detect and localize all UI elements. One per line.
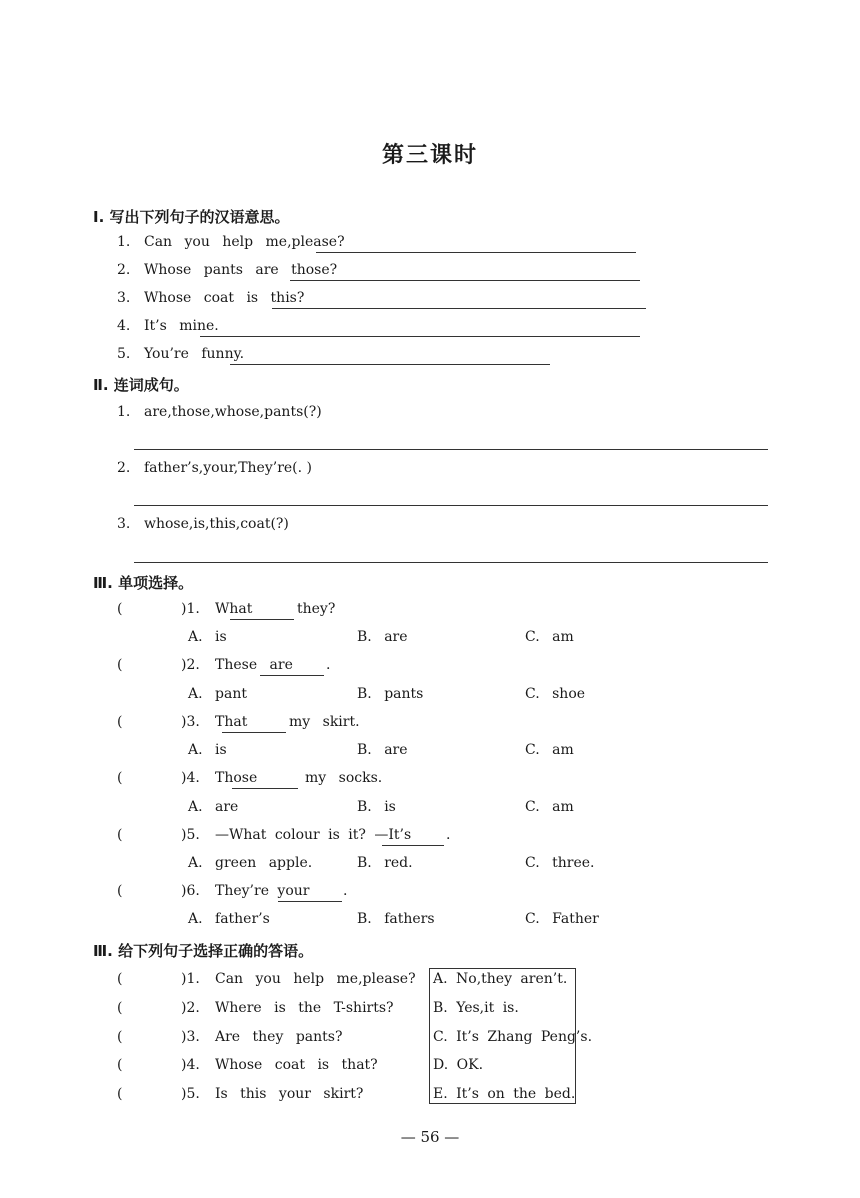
s3-q4-option-a: A. are: [188, 799, 239, 815]
answer-option-e: E. It’s on the bed.: [433, 1086, 576, 1102]
s3-q6-option-a: A. father’s: [188, 911, 270, 927]
s3-q3-option-c: C. am: [525, 742, 574, 758]
s3-q5-stem-a: —What colour is it? —It’s: [215, 827, 412, 843]
s3-q6-option-b: B. fathers: [357, 911, 435, 927]
s3-q1-option-c: C. am: [525, 629, 574, 645]
s4-q5-paren-open: (: [117, 1086, 123, 1102]
s3-q3-stem-a: That: [215, 714, 248, 730]
section-2-heading: Ⅱ. 连词成句。: [93, 376, 189, 394]
s4-q3-text: Are they pants?: [215, 1029, 343, 1045]
s4-q1-text: Can you help me,please?: [215, 971, 416, 987]
s3-q5-option-b: B. red.: [357, 855, 413, 871]
s2-item-2-answer-line[interactable]: [134, 505, 768, 506]
s1-item-4-text: It’s mine.: [144, 318, 219, 334]
s3-q3-num: )3.: [181, 714, 200, 730]
page-number: — 56 —: [400, 1128, 460, 1146]
s4-q1-paren-open: (: [117, 971, 123, 987]
section-4-heading: Ⅲ. 给下列句子选择正确的答语。: [93, 942, 314, 960]
s1-item-1-text: Can you help me,please?: [144, 234, 345, 250]
section-1-heading: Ⅰ. 写出下列句子的汉语意思。: [93, 208, 290, 226]
s3-q6-stem-b: .: [343, 883, 348, 899]
answer-option-c: C. It’s Zhang Peng’s.: [433, 1029, 593, 1045]
s1-item-5-text: You’re funny.: [144, 346, 245, 362]
s2-item-3-num: 3.: [117, 516, 131, 532]
s3-q1-blank[interactable]: [230, 619, 294, 620]
s4-q1-num: )1.: [181, 971, 200, 987]
s1-item-1-answer-line[interactable]: [316, 252, 636, 253]
s3-q3-option-b: B. are: [357, 742, 408, 758]
s4-q4-text: Whose coat is that?: [215, 1057, 378, 1073]
s3-q4-paren-open: (: [117, 770, 123, 786]
s3-q2-paren-open: (: [117, 657, 123, 673]
s1-item-1-num: 1.: [117, 234, 131, 250]
s2-item-1-text: are,those,whose,pants(?): [144, 404, 322, 420]
s3-q4-blank[interactable]: [232, 788, 298, 789]
s3-q5-paren-open: (: [117, 827, 123, 843]
s3-q2-stem-b: .: [326, 657, 331, 673]
answer-option-d: D. OK.: [433, 1057, 484, 1073]
s2-item-1-num: 1.: [117, 404, 131, 420]
s1-item-5-num: 5.: [117, 346, 131, 362]
s3-q4-option-b: B. is: [357, 799, 396, 815]
s4-q2-text: Where is the T-shirts?: [215, 1000, 394, 1016]
s3-q1-paren-open: (: [117, 601, 123, 617]
s1-item-2-num: 2.: [117, 262, 131, 278]
s1-item-4-answer-line[interactable]: [200, 336, 640, 337]
page-title: 第三课时: [381, 143, 478, 168]
s3-q2-num: )2.: [181, 657, 200, 673]
s1-item-4-num: 4.: [117, 318, 131, 334]
s3-q1-stem-a: What: [215, 601, 253, 617]
s3-q4-stem-a: Those: [215, 770, 258, 786]
s3-q1-option-a: A. is: [188, 629, 227, 645]
s4-q3-paren-open: (: [117, 1029, 123, 1045]
s3-q3-option-a: A. is: [188, 742, 227, 758]
s3-q3-stem-b: my skirt.: [289, 714, 360, 730]
s4-q4-paren-open: (: [117, 1057, 123, 1073]
s1-item-2-text: Whose pants are those?: [144, 262, 338, 278]
s3-q2-blank[interactable]: [260, 675, 324, 676]
s3-q3-blank[interactable]: [222, 732, 286, 733]
s3-q5-option-c: C. three.: [525, 855, 595, 871]
s1-item-3-answer-line[interactable]: [272, 308, 646, 309]
s1-item-2-answer-line[interactable]: [290, 280, 640, 281]
s4-q2-paren-open: (: [117, 1000, 123, 1016]
s3-q5-stem-b: .: [446, 827, 451, 843]
s2-item-1-answer-line[interactable]: [134, 449, 768, 450]
s4-q3-num: )3.: [181, 1029, 200, 1045]
s1-item-3-text: Whose coat is this?: [144, 290, 305, 306]
s3-q4-option-c: C. am: [525, 799, 574, 815]
s3-q6-blank[interactable]: [278, 901, 342, 902]
s3-q5-num: )5.: [181, 827, 200, 843]
answer-option-b: B. Yes,it is.: [433, 1000, 519, 1016]
s3-q3-paren-open: (: [117, 714, 123, 730]
s3-q2-stem-a: These are: [215, 657, 293, 673]
s2-item-2-num: 2.: [117, 460, 131, 476]
s4-q5-num: )5.: [181, 1086, 200, 1102]
s3-q1-option-b: B. are: [357, 629, 408, 645]
s3-q2-option-b: B. pants: [357, 686, 424, 702]
answer-option-a: A. No,they aren’t.: [433, 971, 568, 987]
s4-q5-text: Is this your skirt?: [215, 1086, 364, 1102]
s2-item-2-text: father’s,your,They’re(. ): [144, 460, 312, 476]
section-3-heading: Ⅲ. 单项选择。: [93, 574, 194, 592]
s3-q4-num: )4.: [181, 770, 200, 786]
s3-q6-num: )6.: [181, 883, 200, 899]
s3-q5-option-a: A. green apple.: [188, 855, 313, 871]
s3-q5-blank[interactable]: [382, 845, 444, 846]
s3-q6-paren-open: (: [117, 883, 123, 899]
s3-q1-stem-b: they?: [297, 601, 336, 617]
s4-q2-num: )2.: [181, 1000, 200, 1016]
s2-item-3-text: whose,is,this,coat(?): [144, 516, 289, 532]
s3-q4-stem-b: my socks.: [305, 770, 383, 786]
s2-item-3-answer-line[interactable]: [134, 562, 768, 563]
s3-q2-option-a: A. pant: [188, 686, 247, 702]
s1-item-3-num: 3.: [117, 290, 131, 306]
s3-q2-option-c: C. shoe: [525, 686, 586, 702]
s3-q6-option-c: C. Father: [525, 911, 599, 927]
s3-q1-num: )1.: [181, 601, 200, 617]
s1-item-5-answer-line[interactable]: [230, 364, 550, 365]
s4-q4-num: )4.: [181, 1057, 200, 1073]
s3-q6-stem-a: They’re your: [215, 883, 310, 899]
